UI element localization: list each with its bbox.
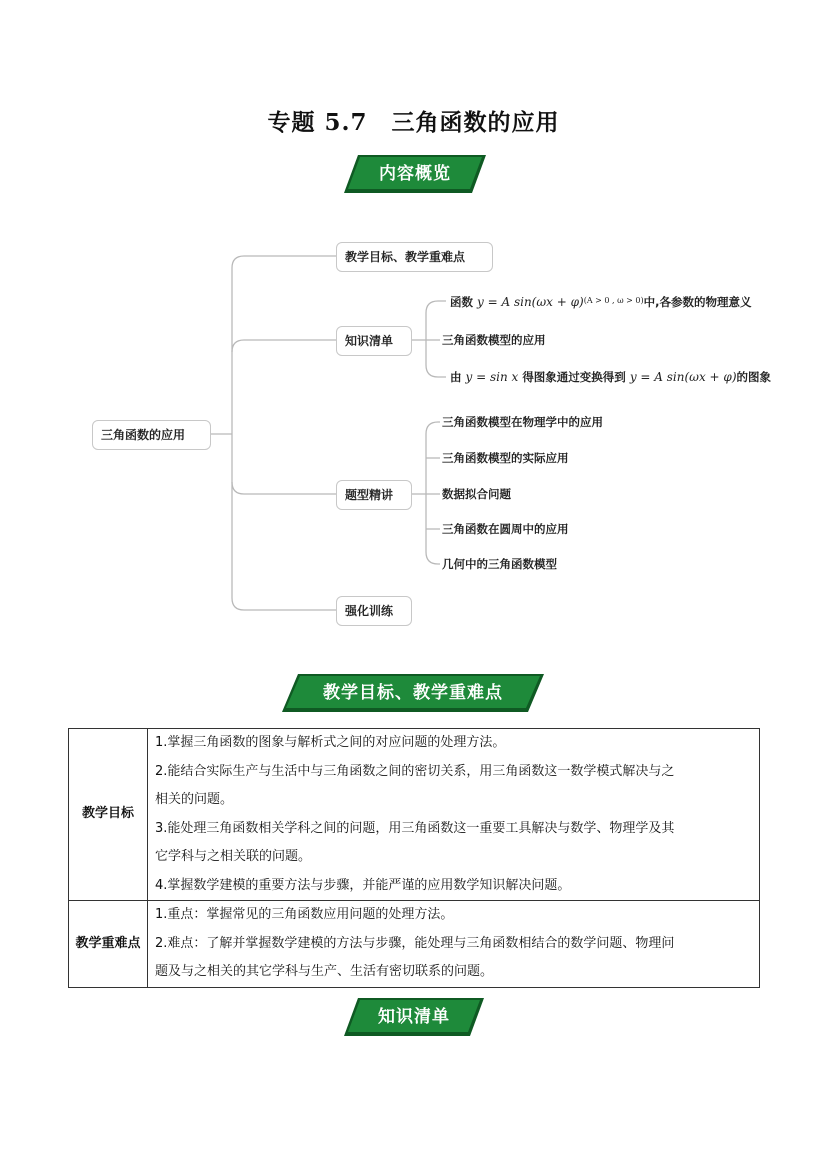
type-leaf: 数据拟合问题 — [442, 487, 511, 501]
leaf-suffix: 的图象 — [736, 370, 771, 384]
branch-goals: 教学目标、教学重难点 — [336, 242, 493, 272]
knowledge-leaf-transform — [450, 369, 771, 385]
mindmap-root: 三角函数的应用 — [92, 420, 211, 450]
type-leaf: 三角函数模型在物理学中的应用 — [442, 415, 603, 429]
page-title: 专题 5.7 三角函数的应用 — [267, 109, 560, 136]
type-leaf: 三角函数在圆周中的应用 — [442, 522, 569, 536]
knowledge-leaf-params — [450, 293, 752, 310]
knowledge-leaf-models: 三角函数模型的应用 — [442, 333, 546, 347]
section-banner-overview — [344, 155, 486, 193]
banner-label: 教学目标、教学重难点 — [323, 683, 503, 703]
content-line: 题及与之相关的其它学科与生产、生活有密切联系的问题。 — [155, 964, 494, 979]
banner-label: 知识清单 — [378, 1007, 450, 1027]
branch-training: 强化训练 — [336, 596, 412, 626]
type-leaf: 三角函数模型的实际应用 — [442, 451, 569, 465]
formula: y = A sin(ωx + φ) — [629, 370, 737, 384]
formula: y = sin x — [465, 370, 519, 384]
condition-open: ( — [583, 296, 587, 305]
table-row — [69, 729, 760, 901]
table-row — [69, 901, 760, 988]
content-line: 4.掌握数学建模的重要方法与步骤，并能严谨的应用数学知识解决问题。 — [155, 877, 571, 893]
banner-label: 内容概览 — [379, 164, 451, 184]
type-leaf: 几何中的三角函数模型 — [442, 557, 557, 571]
section-banner-knowledge — [344, 998, 484, 1036]
content-line: 3.能处理三角函数相关学科之间的问题，用三角函数这一重要工具解决与数学、物理学及其 — [155, 820, 675, 836]
leaf-prefix: 由 — [450, 370, 462, 384]
leaf-middle: 得图象通过变换得到 — [522, 370, 626, 384]
branch-knowledge: 知识清单 — [336, 326, 412, 356]
content-line: 它学科与之相关联的问题。 — [155, 849, 312, 864]
formula: y = A sin(ωx + φ) — [477, 295, 584, 309]
condition-close: ) — [640, 296, 644, 305]
goals-table — [68, 728, 760, 988]
formula-condition: A > 0 , ω > 0 — [586, 296, 641, 305]
content-line: 1.掌握三角函数的图象与解析式之间的对应问题的处理方法。 — [155, 735, 506, 750]
row-content — [148, 901, 760, 988]
branch-types: 题型精讲 — [336, 480, 412, 510]
content-line: 相关的问题。 — [155, 792, 234, 807]
leaf-prefix: 函数 — [450, 295, 473, 309]
content-line: 2.难点：了解并掌握数学建模的方法与步骤，能处理与三角函数相结合的数学问题、物理问 — [155, 935, 675, 951]
content-line: 1.重点：掌握常见的三角函数应用问题的处理方法。 — [155, 907, 454, 922]
row-content — [148, 729, 760, 901]
leaf-suffix: 中,各参数的物理意义 — [643, 295, 752, 309]
section-banner-goals — [282, 674, 544, 712]
row-header: 教学目标 — [69, 729, 148, 901]
content-line: 2.能结合实际生产与生活中与三角函数之间的密切关系，用三角函数这一数学模式解决与之 — [155, 763, 675, 779]
row-header: 教学重难点 — [69, 901, 148, 988]
